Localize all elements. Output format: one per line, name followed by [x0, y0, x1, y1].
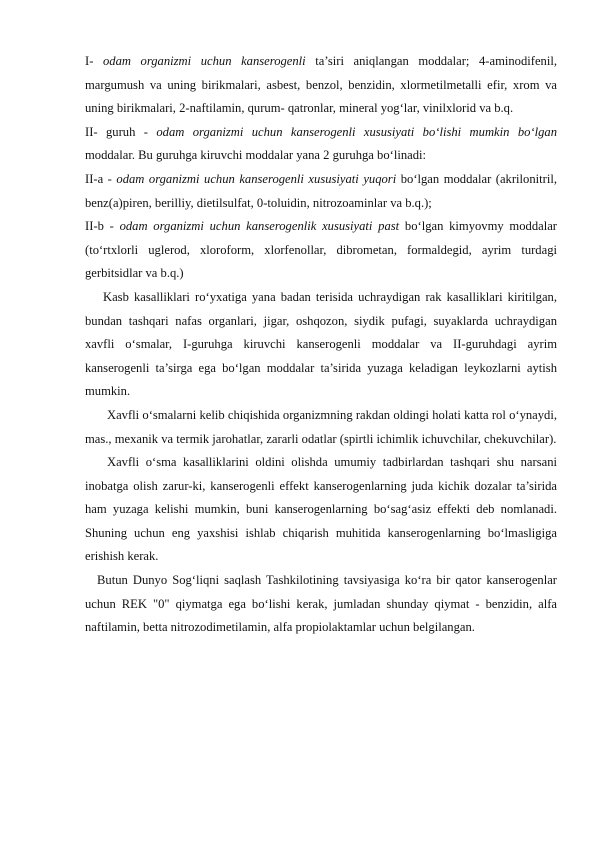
paragraph-3-italic: odam organizmi uchun kanserogenli xususiyati yuqori	[116, 171, 397, 186]
paragraph-4-prefix: II-b -	[85, 219, 120, 234]
paragraph-2-italic: odam organizmi uchun kanserogenli xususiyati bo‘lishi mumkin bo‘lgan	[156, 124, 558, 139]
paragraph-who-recommendation: Butun Dunyo Sog‘liqni saqlash Tashkilotining tavsiyasiga ko‘ra bir qator kanserogenlar uchun REK "0" qiymatga ega bo‘lishi kerak, jumladan shunday qiymat - benzidin, alfa naftilamin, betta nitrozodimetilamin, alfa propiolaktamlar uchun belgilangan.	[85, 573, 557, 635]
document-page	[85, 50, 557, 640]
paragraph-3-prefix: II-a -	[85, 171, 117, 186]
paragraph-4-italic: odam organizmi uchun kanserogenlik xususiyati past	[119, 219, 400, 234]
paragraph-tumor-origin: Xavfli o‘smalarni kelib chiqishida organizmning rakdan oldingi holati katta rol o‘ynaydi, mas., mexanik va termik jarohatlar, zararli odatlar (spirtli ichimlik ichuvchilar, chekuvchilar).	[85, 407, 557, 446]
paragraph-3-text: bo‘lgan moddalar (akrilonitril, benz(a)piren, berilliy, dietilsulfat, 0-toluidin, nitrozoaminlar va b.q.);	[85, 171, 557, 210]
paragraph-prevention: Xavfli o‘sma kasalliklarini oldini olishda umumiy tadbirlardan tashqari shu narsani inobatga olish zarur-ki, kanserogenli effekt kanserogenlarning juda kichik dozalar ta’sirida ham yuzaga kelishi mumkin, buni kanserogenlarning bo‘sag‘asiz effekti deb nomlanadi. Shuning uchun eng yaxshisi ishlab chiqarish muhitida kanserogenlarning bo‘lmasligiga erishish kerak.	[85, 455, 557, 564]
paragraph-1-text: ta’siri aniqlangan moddalar; 4-aminodifenil, margumush va uning birikmalari, asbest, benzol, benzidin, xlormetilmetalli efir, xrom va uning birikmalari, 2-naftilamin, qurum- qatronlar, mineral yog‘lar, vinilxlorid va b.q.	[85, 54, 557, 116]
paragraph-2-text: moddalar. Bu guruhga kiruvchi moddalar yana 2 guruhga bo‘linadi:	[85, 148, 426, 163]
paragraph-2-prefix: II- guruh -	[85, 124, 157, 139]
paragraph-group-2	[85, 121, 557, 168]
paragraph-4-text: bo‘lgan kimyovmy moddalar (to‘rtxlorli uglerod, xloroform, xlorfenollar, dibrometan, formaldegid, ayrim turdagi gerbitsidlar va b.q.)	[85, 219, 557, 281]
paragraph-group-2b	[85, 215, 557, 286]
paragraph-group-1	[85, 50, 557, 121]
paragraph-group-2a	[85, 168, 557, 215]
paragraph-1-italic: odam organizmi uchun kanserogenli	[102, 54, 306, 68]
paragraph-occupational-diseases: Kasb kasalliklari ro‘yxatiga yana badan terisida uchraydigan rak kasalliklari kiritilgan, bundan tashqari nafas organlari, jigar, oshqozon, siydik pufagi, suyaklarda uchraydigan xavfli o‘smalar, I-guruhga kiruvchi kanserogenli moddalar va II-guruhdagi ayrim kanserogenli ta’sirga ega bo‘lgan moddalar ta’sirida yuzaga keladigan leykozlarni aytish mumkin.	[85, 289, 557, 399]
paragraph-1-prefix: I-	[85, 54, 103, 68]
